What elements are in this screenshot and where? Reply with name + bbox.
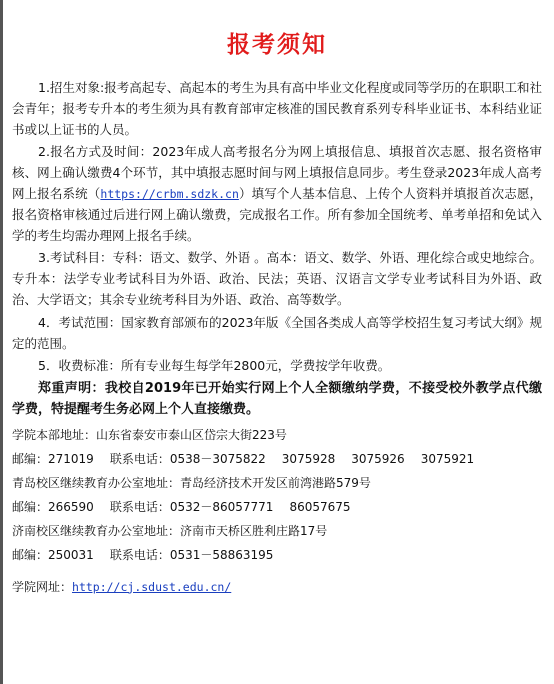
jinan-address: 济南校区继续教育办公室地址：济南市天桥区胜利庄路17号 (12, 523, 328, 538)
jinan-contact-row (12, 543, 542, 567)
qingdao-contact-row (12, 495, 542, 519)
solemn-declaration: 郑重声明：我校自2019年已开始实行网上个人全额缴纳学费，不接受校外教学点代缴学费，特提醒考生务必网上个人直接缴费。 (12, 381, 542, 417)
section-fees: 5．收费标准：所有专业每生每学年2800元，学费按学年收费。 (38, 358, 391, 374)
hq-phone-3: 3075926 (351, 451, 405, 466)
notice-body (12, 78, 542, 599)
section-exam-scope: 4．考试范围：国家教育部颁布的2023年版《全国各类成人高等学校招生复习考试大纲》规定的范围。 (12, 314, 542, 351)
hq-postcode: 邮编：271019 (12, 451, 94, 466)
registration-text-b: ）填写个人基本信息、上传个人资料并填报首次志愿，报名资格审核通过后进行网上确认缴费，完成报名工作。所有参加全国统考、单考单招和免试入学的考生均需办理网上报名手续。 (12, 185, 542, 243)
hq-contact-row (12, 447, 542, 471)
left-border (0, 0, 3, 684)
registration-system-link[interactable]: https://crbm.sdzk.cn (100, 186, 239, 201)
website-label: 学院网址： (12, 579, 73, 594)
website-row (12, 575, 542, 599)
page-title: 报考须知 (227, 32, 327, 58)
section-exam-subjects: 3.考试科目：专科：语文、数学、外语 。高本：语文、数学、外语、理化综合或史地综合。专升本：法学专业考试科目为外语、政治、民法；英语、汉语言文学专业考试科目为外语、政治、大学语文；其余专业统考科目为外语、政治、高等数学。 (12, 250, 542, 307)
hq-phone-4: 3075921 (420, 451, 475, 466)
hq-address: 学院本部地址：山东省泰安市泰山区岱宗大街223号 (12, 427, 287, 442)
jinan-phone: 联系电话：0531－58863195 (109, 547, 274, 562)
qingdao-address: 青岛校区继续教育办公室地址：青岛经济技术开发区前湾港路579号 (12, 475, 371, 490)
qingdao-phone: 联系电话：0532－86057771 (109, 499, 274, 514)
qingdao-phone-2: 86057675 (289, 499, 351, 514)
registration-text-a: 2.报名方式及时间：2023年成人高考报名分为网上填报信息、填报首次志愿、报名资格审核、网上确认缴费4个环节，其中填报志愿时间与网上填报信息同步。考生登录2023年成人高考网上报名系统（ (12, 144, 542, 201)
website-link[interactable]: http://cj.sdust.edu.cn/ (72, 579, 232, 594)
hq-phone-2: 3075928 (281, 451, 336, 466)
hq-phone: 联系电话：0538－3075822 (109, 451, 266, 466)
qingdao-postcode: 邮编：266590 (12, 499, 94, 514)
section-registration (12, 142, 542, 246)
jinan-postcode: 邮编：250031 (12, 547, 94, 562)
section-enrollment-target: 1.招生对象:报考高起专、高起本的考生为具有高中毕业文化程度或同等学历的在职职工和社会青年；报考专升本的考生须为具有教育部审定核准的国民教育系列专科毕业证书、本科结业证书或以上证书的人员。 (12, 80, 542, 137)
